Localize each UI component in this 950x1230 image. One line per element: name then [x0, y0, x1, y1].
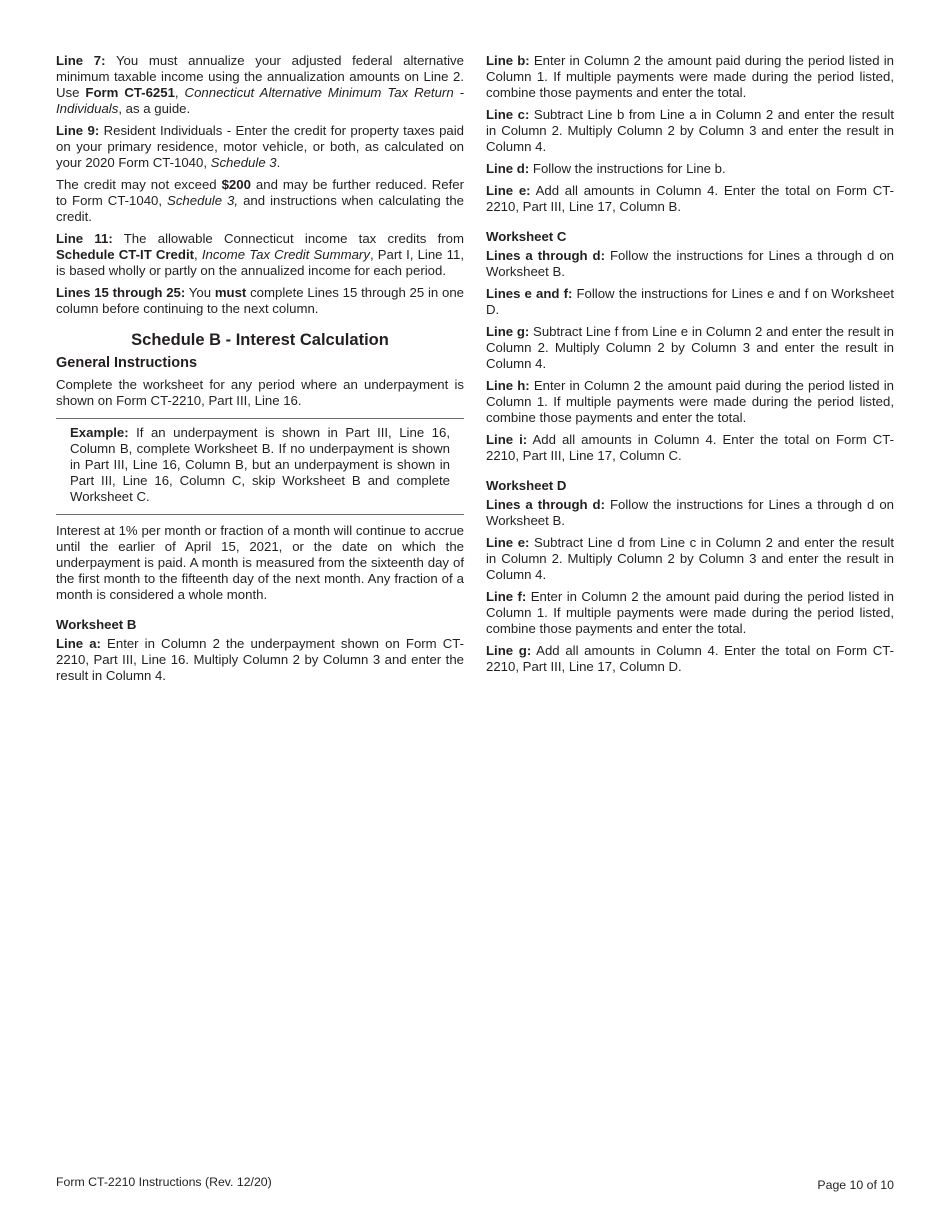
worksheet-b-line-a: Line a: Enter in Column 2 the underpayment shown on Form CT-2210, Part III, Line 16. Multiply Column 2 by Column 3 and enter the result in Column 4.: [56, 636, 465, 683]
worksheet-d-line-g: Line g: Add all amounts in Column 4. Enter the total on Form CT-2210, Part III, Line 17, Column D.: [486, 643, 894, 674]
line-11-paragraph: Line 11: The allowable Connecticut income tax credits from Schedule CT-IT Credit, Income Tax Credit Summary, Part I, Line 11, is based wholly or partly on the annualized income for each period.: [56, 231, 465, 278]
worksheet-c-line-h: Line h: Enter in Column 2 the amount paid during the period listed in Column 1. If multiple payments were made during the period listed, combine those payments and enter the total.: [486, 378, 894, 425]
example-text: Example: If an underpayment is shown in Part III, Line 16, Column B, complete Worksheet B. If no underpayment is shown in Part III, Line 16, Column B, but an underpayment is shown in Part III, Line 16, Column C, skip Worksheet B and complete Worksheet C.: [70, 425, 450, 504]
general-instructions-text: Complete the worksheet for any period where an underpayment is shown on Form CT-2210, Part III, Line 16.: [56, 377, 464, 408]
worksheet-c-line-g: Line g: Subtract Line f from Line e in Column 2 and enter the result in Column 2. Multiply Column 2 by Column 3 and enter the result in Column 4.: [486, 324, 894, 371]
worksheet-b-line-c: Line c: Subtract Line b from Line a in Column 2 and enter the result in Column 2. Multiply Column 2 by Column 3 and enter the result in Column 4.: [486, 107, 894, 154]
interest-paragraph: Interest at 1% per month or fraction of a month will continue to accrue until the earlier of April 15, 2021, or the date on which the underpayment is paid. A month is measured from the sixteenth day of the first month to the fifteenth day of the next month. Any fraction of a month is considered a whole month.: [56, 523, 464, 602]
worksheet-c-lines-e-f: Lines e and f: Follow the instructions for Lines e and f on Worksheet D.: [486, 286, 895, 317]
worksheet-b-line-b: Line b: Enter in Column 2 the amount paid during the period listed in Column 1. If multiple payments were made during the period listed, combine those payments and enter the total.: [486, 53, 894, 100]
left-column: [56, 53, 464, 690]
credit-limit-paragraph: The credit may not exceed $200 and may be further reduced. Refer to Form CT-1040, Schedule 3, and instructions when calculating the credit.: [56, 177, 465, 224]
worksheet-d-line-f: Line f: Enter in Column 2 the amount paid during the period listed in Column 1. If multiple payments were made during the period listed, combine those payments and enter the total.: [486, 589, 894, 636]
worksheet-d-title: Worksheet D: [486, 478, 567, 493]
worksheet-c-line-i: Line i: Add all amounts in Column 4. Enter the total on Form CT-2210, Part III, Line 17, Column C.: [486, 432, 894, 463]
footer-form-label: Form CT-2210 Instructions (Rev. 12/20): [56, 1175, 272, 1189]
worksheet-b-line-d: Line d: Follow the instructions for Line b.: [486, 161, 726, 176]
worksheet-c-title: Worksheet C: [486, 229, 567, 244]
line-9-paragraph: Line 9: Resident Individuals - Enter the credit for property taxes paid on your primary residence, motor vehicle, or both, as calculated on your 2020 Form CT-1040, Schedule 3.: [56, 123, 465, 170]
lines-15-25-paragraph: Lines 15 through 25: You must complete Lines 15 through 25 in one column before continuing to the next column.: [56, 285, 465, 316]
general-instructions-title: General Instructions: [56, 355, 198, 371]
worksheet-b-title: Worksheet B: [56, 617, 137, 632]
worksheet-c-lines-a-d: Lines a through d: Follow the instructions for Lines a through d on Worksheet B.: [486, 248, 894, 279]
right-column: [486, 53, 894, 681]
worksheet-d-line-e: Line e: Subtract Line d from Line c in Column 2 and enter the result in Column 2. Multiply Column 2 by Column 3 and enter the result in Column 4.: [486, 535, 894, 582]
worksheet-b-line-e: Line e: Add all amounts in Column 4. Enter the total on Form CT-2210, Part III, Line 17, Column B.: [486, 183, 895, 214]
line-7-paragraph: Line 7: You must annualize your adjusted federal alternative minimum taxable income using the annualization amounts on Line 2. Use Form CT-6251, Connecticut Alternative Minimum Tax Return - Individuals, as a guide.: [56, 53, 464, 116]
example-box: [56, 418, 464, 515]
footer-page-number: Page 10 of 10: [817, 1178, 894, 1192]
worksheet-d-lines-a-d: Lines a through d: Follow the instructions for Lines a through d on Worksheet B.: [486, 497, 894, 528]
schedule-b-title: Schedule B - Interest Calculation: [131, 331, 389, 349]
